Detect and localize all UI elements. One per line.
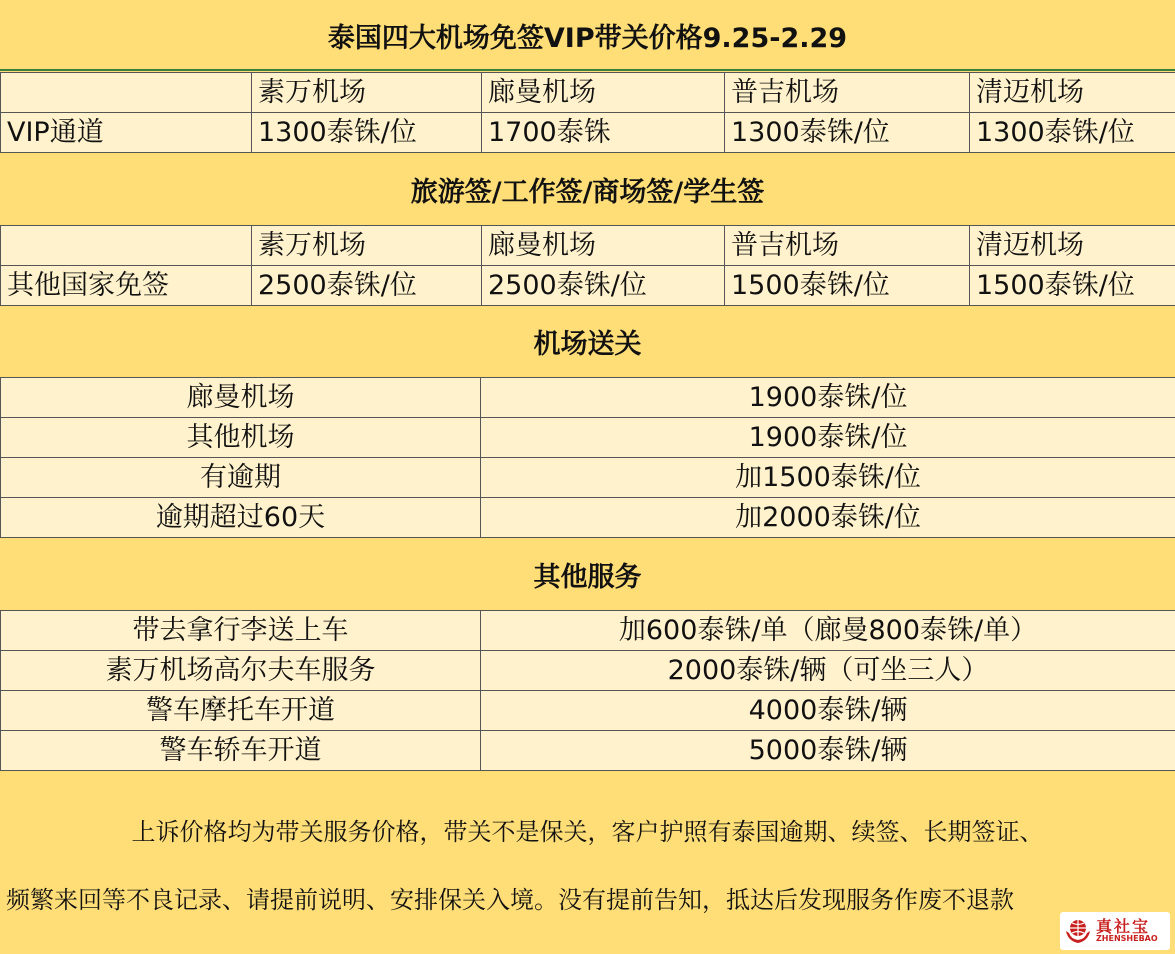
- table-cell: 1700泰铢: [482, 113, 725, 153]
- table-row: [1, 458, 1175, 498]
- table-row: [1, 378, 1175, 418]
- visa-section-title: 旅游签/工作签/商场签/学生签: [410, 176, 765, 208]
- service-name: 逾期超过60天: [1, 498, 481, 538]
- row-label: 其他国家免签: [1, 266, 252, 306]
- logo-text-cn: 真社宝: [1096, 917, 1151, 936]
- row-label: VIP通道: [1, 113, 252, 153]
- other-section-title: 其他服务: [533, 561, 642, 593]
- table-row: [1, 418, 1175, 458]
- service-name: 其他机场: [1, 418, 481, 458]
- table-cell: 1300泰铢/位: [970, 113, 1175, 153]
- airport-service-table: [0, 377, 1175, 538]
- service-name: 素万机场高尔夫车服务: [1, 651, 481, 691]
- service-name: 廊曼机场: [1, 378, 481, 418]
- globe-hands-icon: [1064, 917, 1092, 945]
- service-name: 警车摩托车开道: [1, 691, 481, 731]
- table-header-cell: 素万机场: [252, 73, 482, 113]
- table-cell: 2500泰铢/位: [252, 266, 482, 306]
- table-cell: 2500泰铢/位: [482, 266, 725, 306]
- note-line-2: 频繁来回等不良记录、请提前说明、安排保关入境。没有提前告知，抵达后发现服务作废不退款: [6, 886, 1014, 914]
- table-cell: 1500泰铢/位: [725, 266, 970, 306]
- table-header-cell: 清迈机场: [970, 73, 1175, 113]
- table-row: [1, 113, 1175, 153]
- table-row: [1, 651, 1175, 691]
- table-row: [1, 498, 1175, 538]
- table-row: [1, 266, 1175, 306]
- airport-section-title: 机场送关: [533, 328, 642, 360]
- brand-logo: [1060, 912, 1170, 950]
- service-price: 4000泰铢/辆: [481, 691, 1175, 731]
- table-header-cell: 廊曼机场: [482, 73, 725, 113]
- table-cell: [1, 226, 252, 266]
- service-name: 有逾期: [1, 458, 481, 498]
- table-cell: 1300泰铢/位: [252, 113, 482, 153]
- page-title: 泰国四大机场免签VIP带关价格9.25-2.29: [327, 22, 848, 54]
- table-header-row: [1, 226, 1175, 266]
- table-row: [1, 691, 1175, 731]
- service-price: 2000泰铢/辆（可坐三人）: [481, 651, 1175, 691]
- table-cell: [1, 73, 252, 113]
- vip-price-table: [0, 72, 1175, 153]
- visa-price-table: [0, 225, 1175, 306]
- table-header-cell: 清迈机场: [970, 226, 1175, 266]
- service-price: 1900泰铢/位: [481, 418, 1175, 458]
- table-header-cell: 廊曼机场: [482, 226, 725, 266]
- note-line-1: 上诉价格均为带关服务价格，带关不是保关，客户护照有泰国逾期、续签、长期签证、: [131, 818, 1044, 846]
- table-row: [1, 611, 1175, 651]
- table-cell: 1300泰铢/位: [725, 113, 970, 153]
- service-price: 5000泰铢/辆: [481, 731, 1175, 771]
- service-price: 加1500泰铢/位: [481, 458, 1175, 498]
- service-price: 1900泰铢/位: [481, 378, 1175, 418]
- service-name: 警车轿车开道: [1, 731, 481, 771]
- table-cell: 1500泰铢/位: [970, 266, 1175, 306]
- table-header-cell: 素万机场: [252, 226, 482, 266]
- service-price: 加600泰铢/单（廊曼800泰铢/单）: [481, 611, 1175, 651]
- table-header-cell: 普吉机场: [725, 226, 970, 266]
- table-row: [1, 731, 1175, 771]
- service-name: 带去拿行李送上车: [1, 611, 481, 651]
- logo-text-en: ZHENSHEBAO: [1096, 934, 1158, 943]
- table-header-row: [1, 73, 1175, 113]
- other-service-table: [0, 610, 1175, 771]
- title-divider: [0, 69, 1175, 71]
- table-header-cell: 普吉机场: [725, 73, 970, 113]
- service-price: 加2000泰铢/位: [481, 498, 1175, 538]
